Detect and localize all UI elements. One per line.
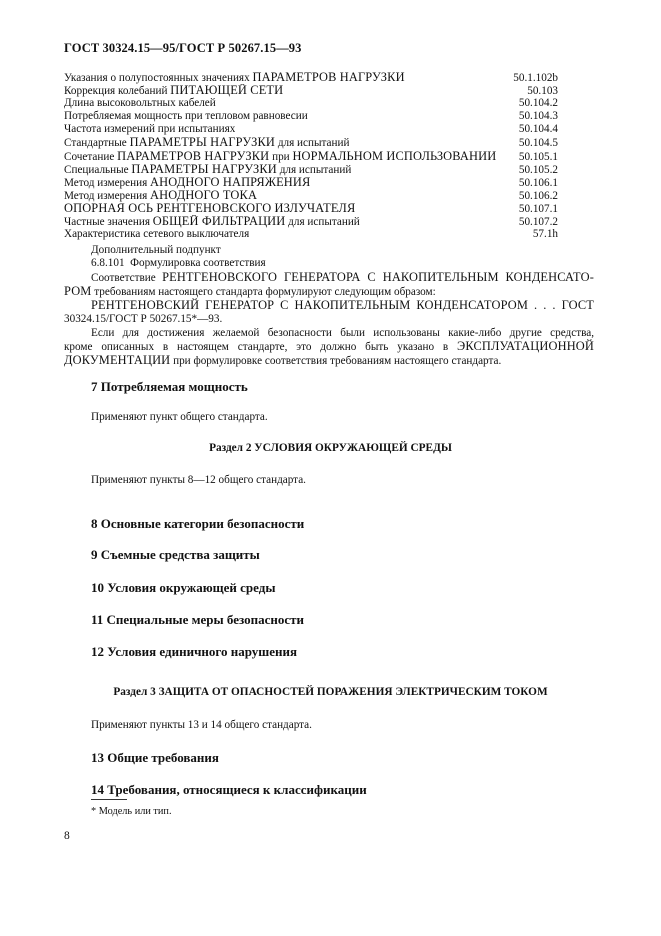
page-number: 8 [64,830,70,842]
index-row-title [64,150,496,164]
other-means-line1: Если для достижения желаемой безопасности были использованы какие-либо другие средства, [91,326,594,339]
other-means-line2 [64,340,594,354]
section-12-heading: 12 Условия единичного нарушения [91,644,298,659]
text-span: РЕНТГЕНОВСКИЙ ГЕНЕРАТОР С НАКОПИТЕЛЬНЫМ КОНДЕНСАТОРОМ . . . ГОСТ [91,298,594,313]
index-row-ref: 57.1h [532,228,558,241]
index-row-title-segment: для испытаний [275,137,350,150]
index-row-title-segment: Частные значения [64,216,153,229]
index-row [64,123,558,136]
index-row-title [64,163,351,177]
index-row-title [64,228,249,241]
index-row-title-segment: АНОДНОГО ТОКА [150,188,258,202]
index-row-ref: 50.106.1 [518,176,558,189]
section-9-heading: 9 Съемные средства защиты [91,547,260,562]
index-row-title [64,176,310,190]
index-row-title-segment: ОБЩЕЙ ФИЛЬТРАЦИИ [152,215,286,229]
index-row-title-segment: Специальные [64,163,132,176]
section-11-heading: 11 Специальные меры безопасности [91,612,305,627]
index-row [64,71,558,84]
footnote-divider [91,799,127,800]
index-row-ref: 50.104.3 [518,110,558,123]
index-row-ref: 50.107.2 [518,216,558,229]
index-row-title-segment: АНОДНОГО НАПРЯЖЕНИЯ [150,175,311,189]
index-row-title [64,189,257,203]
index-row [64,84,558,97]
index-row-title [64,110,308,123]
part-2-text: Применяют пункты 8—12 общего стандарта. [91,474,306,486]
text-span: требованиям настоящего стандарта формулируют следующим образом: [91,285,436,298]
index-row-title [64,202,355,216]
text-span: ДОКУМЕНТАЦИИ [64,353,171,368]
other-means-line3 [64,354,594,368]
index-row [64,189,558,202]
index-row [64,228,558,241]
index-row [64,215,558,228]
index-table [64,71,558,241]
index-row-title-segment: Стандартные [64,137,130,150]
index-row-ref: 50.105.2 [518,163,558,176]
index-row-title-segment: Характеристика сетевого выключателя [64,228,250,241]
index-row-title-segment: Метод измерения [64,189,151,202]
index-row-title [64,215,360,229]
text-span: РОМ [64,283,92,298]
index-row-title-segment: Метод измерения [64,176,151,189]
section-7-text: Применяют пункт общего стандарта. [91,411,268,423]
index-row-ref: 50.105.1 [518,150,558,163]
index-row-ref: 50.104.2 [518,97,558,110]
compliance-paragraph-line2 [64,285,594,299]
section-7-heading: 7 Потребляемая мощность [91,379,248,394]
part-3-heading: Раздел 3 ЗАЩИТА ОТ ОПАСНОСТЕЙ ПОРАЖЕНИЯ ЭЛЕКТРИЧЕСКИМ ТОКОМ [113,686,548,698]
index-row-ref: 50.107.1 [518,202,558,215]
index-row-ref: 50.103 [527,85,558,98]
index-row-title-segment: Коррекция колебаний [64,85,171,98]
section-10-heading: 10 Условия окружающей среды [91,580,276,595]
index-row-title-segment: ОПОРНАЯ ОСЬ РЕНТГЕНОВСКОГО ИЗЛУЧАТЕЛЯ [64,201,356,215]
index-row [64,150,558,163]
index-row-ref: 50.104.5 [518,137,558,150]
index-row [64,136,558,149]
page-header: ГОСТ 30324.15—95/ГОСТ Р 50267.15—93 [64,41,302,55]
index-row-title-segment: ПАРАМЕТРЫ НАГРУЗКИ [129,136,276,150]
index-row-title-segment: Сочетание [64,150,118,163]
index-row [64,163,558,176]
index-row-title [64,97,216,110]
index-row-title [64,123,235,136]
index-row [64,202,558,215]
index-row-title-segment: ПАРАМЕТРЫ НАГРУЗКИ [131,162,277,176]
index-row-ref: 50.106.2 [518,189,558,202]
text-span: кроме описанных в настоящем стандарте, это должно быть указано в [64,341,458,354]
index-row-title [64,71,405,85]
index-row [64,176,558,189]
section-8-heading: 8 Основные категории безопасности [91,516,305,531]
index-row-title-segment: Указания о полупостоянных значениях [64,72,253,84]
footnote: * Модель или тип. [91,806,172,817]
index-row-title-segment: Частота измерений при испытаниях [64,123,236,136]
index-row-title-segment: Длина высоковольтных кабелей [64,97,216,110]
index-row-title-segment: ПАРАМЕТРОВ НАГРУЗКИ [117,149,270,163]
index-row-title-segment: Потребляемая мощность при тепловом равновесии [64,110,308,123]
part-3-text: Применяют пункты 13 и 14 общего стандарта. [91,719,312,731]
text-span: Соответствие [91,271,163,284]
subclause-label: Дополнительный подпункт [91,244,221,256]
index-row [64,110,558,123]
index-row-ref: 50.1.102b [513,72,558,84]
subclause-number: 6.8.101 [91,257,125,270]
part-2-heading: Раздел 2 УСЛОВИЯ ОКРУЖАЮЩЕЙ СРЕДЫ [209,442,452,454]
subclause-block [64,244,594,369]
subclause-title: Формулировка соответствия [130,257,266,270]
index-row-title-segment: ПАРАМЕТРОВ НАГРУЗКИ [252,71,405,84]
compliance-statement-line2: 30324.15/ГОСТ Р 50267.15*—93. [64,313,223,326]
index-row [64,97,558,110]
section-14-heading: 14 Требования, относящиеся к классификации [91,782,367,797]
index-row-title [64,136,349,150]
text-span: ЭКСПЛУАТАЦИОННОЙ [457,339,594,354]
index-row-title [64,84,283,98]
subclause-heading [64,257,594,270]
index-row-title-segment: НОРМАЛЬНОМ ИСПОЛЬЗОВАНИИ [292,149,497,163]
text-span: при формулировке соответствия требованиям настоящего стандарта. [170,355,502,368]
text-span: РЕНТГЕНОВСКОГО ГЕНЕРАТОРА С НАКОПИТЕЛЬНЫМ КОНДЕНСАТО- [162,269,594,284]
index-row-title-segment: ПИТАЮЩЕЙ СЕТИ [170,84,284,98]
compliance-paragraph-line1 [64,271,594,285]
index-row-ref: 50.104.4 [518,123,558,136]
index-row-title-segment: для испытаний [276,163,352,176]
index-row-title-segment: для испытаний [285,216,360,229]
index-row-title-segment: при [269,150,293,163]
compliance-statement-line1 [64,299,594,313]
section-13-heading: 13 Общие требования [91,750,219,765]
